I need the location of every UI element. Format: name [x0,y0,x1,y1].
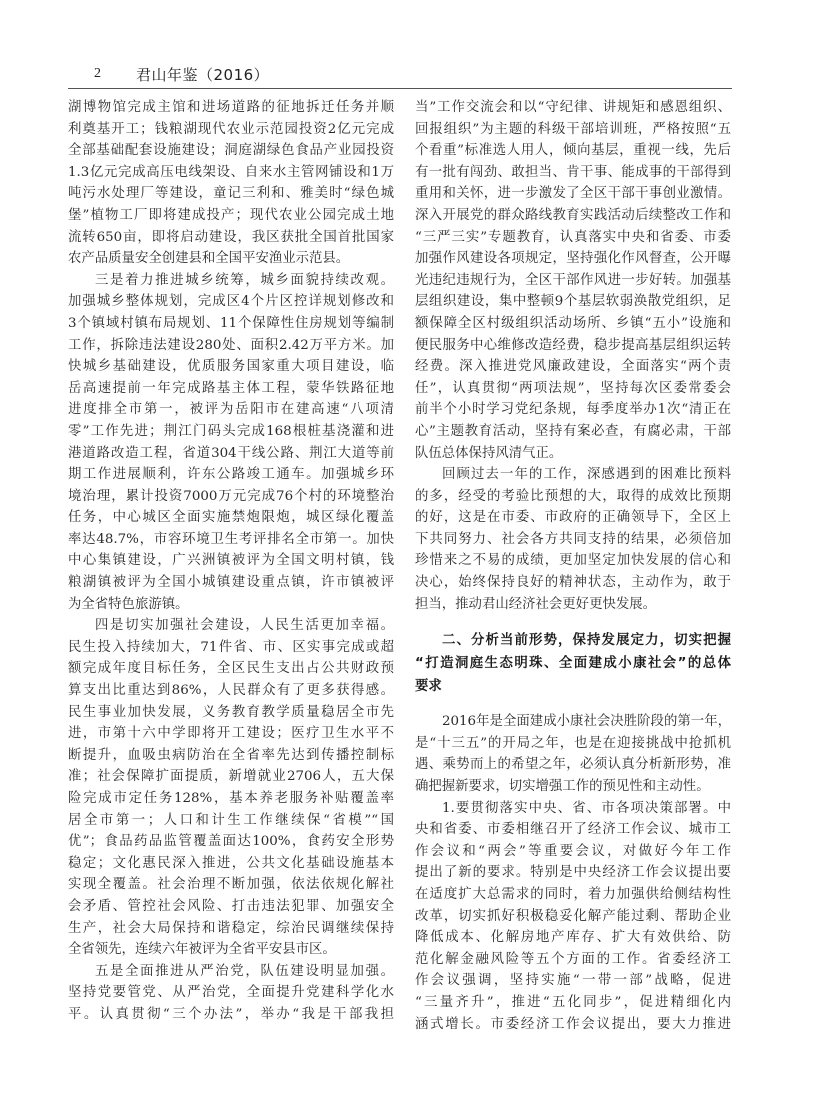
text-line: 险完成市定任务128%，基本养老服务补贴覆盖率 [68,791,394,806]
text-line: 1.3亿元完成高压电线架设、自来水主管网铺设和1万 [68,164,394,180]
text-line: 工作，拆除违法建设280处、面积2.42万平方米。加 [68,337,394,353]
text-line: 算支出比重达到86%，人民群众有了更多获得感。 [68,683,394,699]
text-line: 稳定；文化惠民深入推进，公共文化基础设施基本 [68,855,394,871]
text-line: 深入开展党的群众路线教育实践活动后续整改工作和 [415,207,731,223]
text-line: 利奠基开工；钱粮湖现代农业示范园投资2亿元完成 [68,121,394,137]
text-line: 重用和关怀，进一步激发了全区干部干事创业激情。 [415,186,731,202]
text-line: 粮湖镇被评为全国小城镇建设重点镇，许市镇被评 [68,575,394,591]
text-line: 层组织建设，集中整顿9个基层软弱涣散党组织，足 [415,294,731,310]
text-line: 改革，切实抓好积极稳妥化解产能过剩、帮助企业 [415,908,731,924]
text-line: 是“十三五”的开局之年，也是在迎接挑战中抢抓机 [415,735,731,751]
text-line: 中心集镇建设，广兴洲镇被评为全国文明村镇，钱 [68,553,394,569]
heading-line: “打造洞庭生态明珠、全面建成小康社会”的总体 [415,656,731,672]
text-line: 下共同努力、社会各方共同支持的结果，必须倍加 [415,531,731,547]
text-line: 央和省委、市委相继召开了经济工作会议、城市工 [415,822,731,838]
text-line: 实现全覆盖。社会治理不断加强，依法依规化解社 [68,877,394,893]
running-title: 君山年鉴（2016） [136,66,270,84]
body-paragraph [68,270,394,616]
text-line: 提出了新的要求。特别是中央经济工作会议提出要 [415,865,731,881]
page-number: 2 [94,66,101,81]
text-line: 快城乡基础建设，优质服务国家重大项目建设，临 [68,359,394,375]
text-line: 的好，这是在市委、市政府的正确领导下，全区上 [415,510,731,526]
body-paragraph [415,464,731,615]
text-line: 农产品质量安全创建县和全国平安渔业示范县。 [68,251,350,267]
heading-line: 二、分析当前形势，保持发展定力，切实把握 [442,633,731,649]
body-paragraph [415,97,731,464]
text-line: 涵式增长。市委经济工作会议提出，要大力推进 [415,1016,731,1032]
text-line: 当”工作交流会和以“守纪律、讲规矩和感恩组织、 [415,100,731,115]
text-line: 居全市第一；人口和计生工作继续保“省模”“国 [68,812,394,828]
text-line: 的多，经受的考验比预想的大，取得的成效比预期 [415,488,731,504]
section-heading [415,629,731,698]
text-line: 前半个小时学习党纪条规，每季度举办1次“清正在 [415,402,731,418]
text-line: 降低成本、化解房地产库存、扩大有效供给、防 [415,930,731,946]
text-line: 民生投入持续加大，71件省、市、区实事完成或超 [68,639,394,655]
text-line: 便民服务中心维修改造经费，稳步提高基层组织运转 [415,337,731,353]
text-line: 湖博物馆完成主馆和进场道路的征地拆迁任务并顺 [68,100,394,115]
body-paragraph [68,615,394,961]
text-line: 加强作风建设各项规定，坚持强化作风督查，公开曝 [415,251,731,267]
text-line: 堡”植物工厂即将建成投产；现代农业公园完成土地 [68,207,394,223]
text-line: 范化解金融风险等五个方面的工作。省委经济工 [415,951,731,967]
right-column [415,97,731,1035]
running-header [68,64,732,89]
text-line: 任”，认真贯彻“两项法规”，坚持每次区委常委会 [415,380,731,396]
text-line: 担当，推动君山经济社会更好更快发展。 [415,596,657,612]
text-line: 个看重”标准选人用人，倾向基层，重视一线，先后 [415,143,731,159]
text-line: “三量齐升”，推进“五化同步”，促进精细化内 [415,994,731,1010]
text-line: 会矛盾、管控社会风险、打击违法犯罪、加强安全 [68,898,394,914]
heading-line: 要求 [415,679,442,695]
text-line: 2016年是全面建成小康社会决胜阶段的第一年， [442,714,731,730]
text-line: 在适度扩大总需求的同时，着力加强供给侧结构性 [415,887,731,902]
text-line: 有一批有闯劲、敢担当、肯干事、能成事的干部得到 [415,164,731,180]
text-line: 光违纪违规行为，全区干部作风进一步好转。加强基 [415,272,731,288]
text-line: 平。认真贯彻“三个办法”，举办“我是干部我担 [68,1006,394,1022]
body-paragraph [415,798,731,1036]
text-line: “三严三实”专题教育，认真落实中央和省委、市委 [415,229,731,245]
text-line: 回报组织”为主题的科级干部培训班，严格按照“五 [415,121,731,137]
text-line: 率达48.7%，市容环境卫生考评排名全市第一。加快 [68,531,394,547]
text-line: 坚持党要管党、从严治党，全面提升党建科学化水 [68,985,394,1001]
text-line: 流转650亩，即将启动建设，我区获批全国首批国家 [68,229,394,245]
text-line: 进度排全市第一，被评为岳阳市在建高速“八项清 [68,402,394,418]
left-column [68,97,394,1026]
text-line: 准；社会保障扩面提质，新增就业2706人，五大保 [68,769,394,785]
text-line: 回顾过去一年的工作，深感遇到的困难比预料 [442,467,731,483]
text-line: 三是着力推进城乡统筹，城乡面貌持续改观。 [95,272,394,288]
text-line: 心”主题教育活动，坚持有案必查，有腐必肃，干部 [415,423,731,439]
text-line: 四是切实加强社会建设，人民生活更加幸福。 [95,618,394,634]
text-line: 进，市第十六中学即将开工建设；医疗卫生水平不 [68,726,394,742]
body-paragraph [68,97,394,270]
text-line: 经费。深入推进党风廉政建设，全面落实“两个责 [415,359,731,375]
text-line: 遇、乘势而上的希望之年，必须认真分析新形势，准 [415,757,731,773]
text-line: 3个镇域村镇布局规划、11个保障性住房规划等编制 [68,315,394,331]
text-line: 作会议和“两会”等重要会议，对做好今年工作 [415,843,731,859]
text-line: 额保障全区村级组织活动场所、乡镇“五小”设施和 [415,315,731,331]
text-line: 作会议强调，坚持实施“一带一部”战略，促进 [415,973,731,989]
text-line: 1.要贯彻落实中央、省、市各项决策部署。中 [442,800,731,816]
body-paragraph [68,961,394,1026]
text-line: 队伍总体保持风清气正。 [415,445,563,461]
text-line: 吨污水处理厂等建设，童记三利和、雅美时“绿色城 [68,186,394,202]
text-line: 岳高速提前一年完成路基主体工程，蒙华铁路征地 [68,380,394,396]
text-line: 额完成年度目标任务，全区民生支出占公共财政预 [68,661,394,677]
text-line: 境治理，累计投资7000万元完成76个村的环境整治 [68,488,394,504]
text-line: 全省领先，连续六年被评为全省平安县市区。 [68,942,336,958]
body-paragraph [415,711,731,797]
text-line: 任务，中心城区全面实施禁炮限炮，城区绿化覆盖 [68,510,394,526]
text-line: 生产，社会大局保持和谐稳定，综治民调继续保持 [68,920,394,936]
text-line: 确把握新要求，切实增强工作的预见性和主动性。 [415,779,710,795]
text-line: 民生事业加快发展，义务教育教学质量稳居全市先 [68,704,394,720]
text-line: 断提升，血吸虫病防治在全省率先达到传播控制标 [68,747,394,763]
text-line: 珍惜来之不易的成绩，更加坚定加快发展的信心和 [415,553,731,569]
text-line: 零”工作先进；荆江门码头完成168根桩基浇灌和进 [68,423,394,439]
text-line: 期工作进展顺利，许东公路竣工通车。加强城乡环 [68,467,394,483]
text-line: 决心，始终保持良好的精神状态，主动作为，敢于 [415,575,731,591]
text-line: 加强城乡整体规划，完成区4个片区控详规划修改和 [68,294,394,310]
text-line: 五是全面推进从严治党，队伍建设明显加强。 [95,963,394,979]
text-line: 港道路改造工程，省道304干线公路、荆江大道等前 [68,445,394,461]
text-line: 为全省特色旅游镇。 [68,596,189,612]
text-line: 优”；食品药品监管覆盖面达100%，食药安全形势 [68,834,394,850]
text-line: 全部基础配套设施建设；洞庭湖绿色食品产业园投资 [68,143,394,159]
